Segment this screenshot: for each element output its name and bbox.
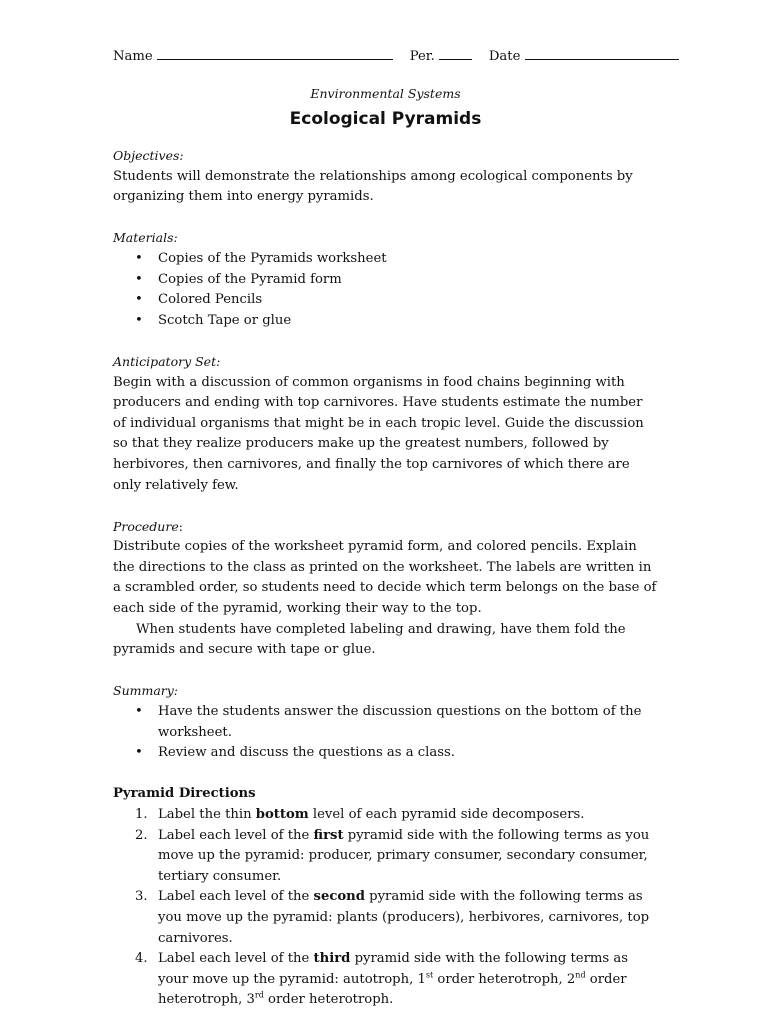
subtitle: Environmental Systems: [310, 86, 461, 101]
anticipatory-heading: Anticipatory Set:: [113, 353, 221, 369]
objectives-heading: Objectives:: [113, 148, 184, 163]
document-page: [113, 46, 658, 1011]
anticipatory-text: Begin with a discussion of common organisms in food chains beginning with producers and ending with top carnivores. Have students estimate the number of individual organisms that might be in each tropic level. Guide the discussion so that they realize producers make up the greatest numbers, followed by herbivores, then carnivores, and finally the top carnivores of which there are only relatively few.: [113, 374, 644, 493]
materials-heading: Materials:: [113, 230, 178, 246]
procedure-text-2: When students have completed labeling and drawing, have them fold the pyramids and secure with tape or glue.: [113, 621, 626, 658]
per-label: Per.: [409, 49, 435, 64]
list-item: 4. Label each level of the third pyramid side with the following terms as your move up the pyramid: autotroph, 1st order heterotroph, 2nd order heterotroph, 3rd order heterotroph.: [135, 951, 629, 1008]
list-item: 2. Label each level of the first pyramid side with the following terms as you move up the pyramid: producer, primary consumer, secondary consumer, tertiary consumer.: [135, 827, 650, 884]
summary-heading: Summary:: [113, 683, 179, 699]
header-line: [113, 46, 658, 68]
date-label: Date: [488, 49, 521, 64]
summary-list: [113, 702, 658, 764]
procedure-text: Distribute copies of the worksheet pyramid form, and colored pencils. Explain the directions to the class as printed on the worksheet. The labels are written in a scrambled order, so students need to decide which term belongs on the base of each side of the pyramid, working their way to the top.: [113, 539, 657, 617]
date-blank[interactable]: [525, 47, 679, 60]
list-item: 3. Label each level of the second pyramid side with the following terms as you move up the pyramid: plants (producers), herbivores, carnivores, top carnivores.: [135, 889, 650, 946]
list-item: 1. Label the thin bottom level of each pyramid side decomposers.: [135, 807, 585, 822]
objectives-text: Students will demonstrate the relationships among ecological components by organizing them into energy pyramids.: [113, 168, 633, 205]
materials-list: [113, 249, 658, 331]
list-item: • Scotch Tape or glue: [135, 312, 292, 328]
page-title: Ecological Pyramids: [289, 109, 482, 129]
list-item: • Have the students answer the discussion questions on the bottom of the worksheet.: [135, 704, 642, 740]
list-item: • Review and discuss the questions as a class.: [135, 745, 455, 761]
name-blank[interactable]: [157, 47, 393, 60]
list-item: • Copies of the Pyramid form: [135, 271, 342, 287]
list-item: • Colored Pencils: [135, 292, 263, 308]
directions-list: [113, 805, 658, 1011]
period-blank[interactable]: [439, 47, 472, 60]
procedure-heading: Procedure:: [113, 518, 183, 534]
list-item: • Copies of the Pyramids worksheet: [135, 250, 387, 266]
directions-heading: Pyramid Directions: [113, 786, 256, 802]
name-label: Name: [113, 49, 153, 64]
